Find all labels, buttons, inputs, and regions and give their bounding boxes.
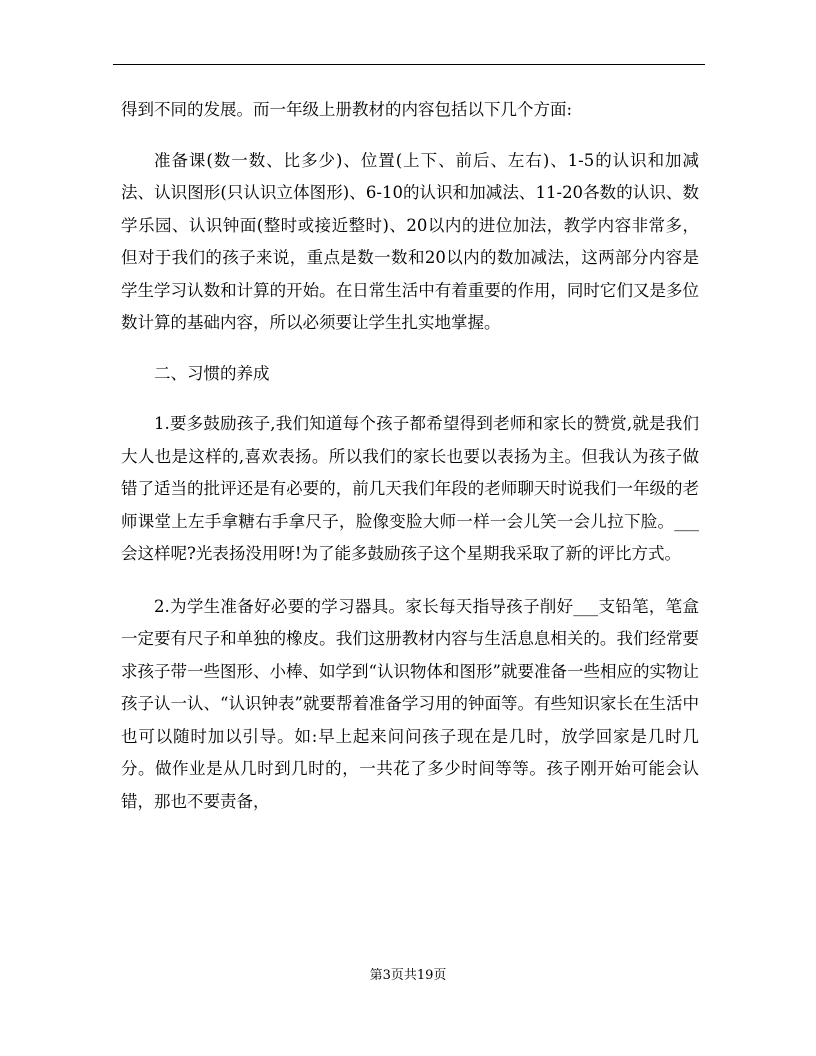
header-rule bbox=[113, 64, 705, 65]
paragraph-study-tools: 2.为学生准备好必要的学习器具。家长每天指导孩子削好___支铅笔，笔盒一定要有尺子和单独的橡皮。我们这册教材内容与生活息息相关的。我们经常要求孩子带一些图形、小棒、如学到“认识物体和图形”就要准备一些相应的实物让孩子认一认、“认识钟表”就要帮着准备学习用的钟面等。有些知识家长在生活中也可以随时加以引导。如:早上起来问问孩子现在是几时，放学回家是几时几分。做作业是从几时到几时的，一共花了多少时间等等。孩子刚开始可能会认错，那也不要责备， bbox=[121, 596, 699, 811]
paragraph-encourage-children: 1.要多鼓励孩子,我们知道每个孩子都希望得到老师和家长的赞赏,就是我们大人也是这样的,喜欢表扬。所以我们的家长也要以表扬为主。但我认为孩子做错了适当的批评还是有必要的，前几天我们年段的老师聊天时说我们一年级的老师课堂上左手拿糖右手拿尺子，脸像变脸大师一样一会儿笑一会儿拉下脸。___会这样呢?光表扬没用呀!为了能多鼓励孩子这个星期我采取了新的评比方式。 bbox=[121, 414, 699, 563]
document-body bbox=[121, 94, 699, 818]
page-number: 第3页共19页 bbox=[369, 968, 447, 983]
paragraph-textbook-contents: 准备课(数一数、比多少)、位置(上下、前后、左右)、1-5的认识和加减法、认识图形(只认识立体图形)、6-10的认识和加减法、11-20各数的认识、数学乐园、认识钟面(整时或接近整时)、20以内的进位加法，教学内容非常多，但对于我们的孩子来说，重点是数一数和20以内的数加减法，这两部分内容是学生学习认数和计算的开始。在日常生活中有着重要的作用，同时它们又是多位数计算的基础内容，所以必须要让学生扎实地掌握。 bbox=[121, 150, 699, 332]
paragraph-intro-continuation: 得到不同的发展。而一年级上册教材的内容包括以下几个方面: bbox=[121, 100, 573, 119]
section-heading-habits: 二、习惯的养成 bbox=[154, 363, 270, 383]
